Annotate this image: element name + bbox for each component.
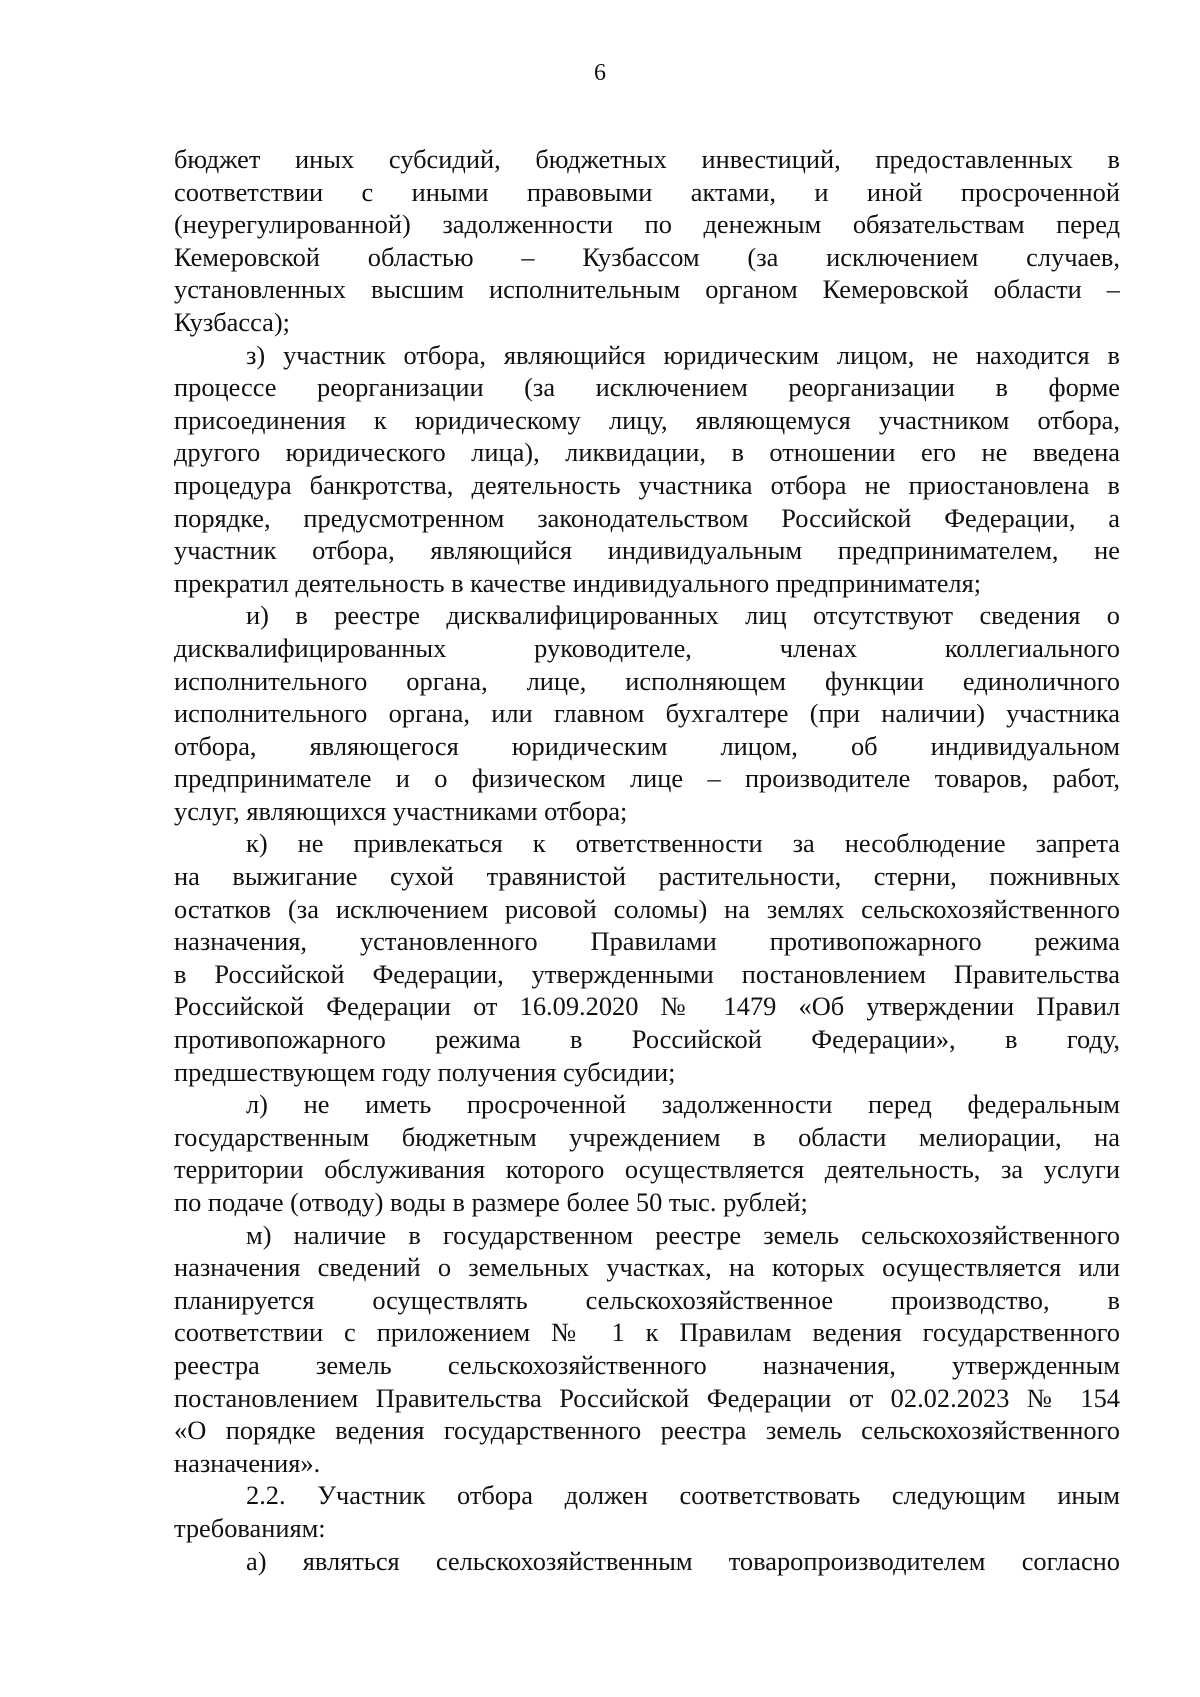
text-line: бюджет иных субсидий, бюджетных инвестиций, предоставленных в: [174, 144, 1120, 174]
text-line: к) не привлекаться к ответственности за несоблюдение запрета: [246, 828, 1120, 859]
text-line: Кузбасса);: [174, 306, 290, 337]
text-line: предшествующем году получения субсидии;: [174, 1056, 676, 1087]
text-line: остатков (за исключением рисовой соломы) на землях сельскохозяйственного: [174, 893, 1120, 924]
page-number: 6: [594, 60, 606, 86]
text-line: исполнительного органа, или главном бухгалтере (при наличии) участника: [174, 698, 1120, 729]
text-line: по подаче (отводу) воды в размере более 50 тыс. рублей;: [174, 1187, 808, 1217]
text-line: исполнительного органа, лице, исполняющем функции единоличного: [174, 665, 1120, 696]
text-line: Российской Федерации от 16.09.2020 № 1479 «Об утверждении Правил: [174, 991, 1120, 1022]
text-line: соответствии с иными правовыми актами, и иной просроченной: [174, 176, 1120, 207]
text-line: услуг, являющихся участниками отбора;: [174, 795, 628, 826]
text-line: реестра земель сельскохозяйственного назначения, утвержденным: [174, 1349, 1120, 1380]
text-line: участник отбора, являющийся индивидуальным предпринимателем, не: [174, 535, 1120, 566]
text-line: назначения сведений о земельных участках, на которых осуществляется или: [174, 1252, 1120, 1283]
text-line: соответствии с приложением № 1 к Правилам ведения государственного: [174, 1317, 1120, 1348]
text-line: м) наличие в государственном реестре земель сельскохозяйственного: [246, 1219, 1120, 1250]
text-line: «О порядке ведения государственного реестра земель сельскохозяйственного: [174, 1415, 1120, 1446]
text-line: установленных высшим исполнительным органом Кемеровской области –: [174, 274, 1120, 305]
text-line: предпринимателе и о физическом лице – производителе товаров, работ,: [174, 763, 1120, 794]
text-line: государственным бюджетным учреждением в области мелиорации, на: [174, 1121, 1120, 1152]
text-line: присоединения к юридическому лицу, являющемуся участником отбора,: [174, 404, 1120, 435]
text-line: процессе реорганизации (за исключением реорганизации в форме: [174, 372, 1120, 403]
document-body: [174, 143, 1120, 1577]
text-line: Кемеровской областью – Кузбассом (за исключением случаев,: [174, 241, 1120, 272]
text-line: прекратил деятельность в качестве индивидуального предпринимателя;: [174, 567, 982, 598]
text-line: назначения».: [174, 1447, 321, 1478]
text-line: з) участник отбора, являющийся юридическим лицом, не находится в: [246, 339, 1120, 370]
text-line: процедура банкротства, деятельность участника отбора не приостановлена в: [174, 469, 1120, 500]
text-line: на выжигание сухой травянистой растительности, стерни, пожнивных: [174, 861, 1120, 892]
text-line: порядке, предусмотренном законодательством Российской Федерации, а: [174, 502, 1120, 533]
text-line: требованиям:: [174, 1512, 326, 1543]
text-line: 2.2. Участник отбора должен соответствовать следующим иным: [246, 1480, 1120, 1511]
text-line: (неурегулированной) задолженности по денежным обязательствам перед: [174, 209, 1120, 240]
text-line: другого юридического лица), ликвидации, в отношении его не введена: [174, 437, 1120, 468]
text-line: и) в реестре дисквалифицированных лиц отсутствуют сведения о: [246, 600, 1120, 631]
text-line: территории обслуживания которого осуществляется деятельность, за услуги: [174, 1154, 1120, 1185]
text-line: л) не иметь просроченной задолженности перед федеральным: [246, 1089, 1120, 1120]
text-line: назначения, установленного Правилами противопожарного режима: [174, 926, 1120, 957]
text-line: противопожарного режима в Российской Федерации», в году,: [174, 1024, 1120, 1055]
text-line: постановлением Правительства Российской Федерации от 02.02.2023 № 154: [174, 1382, 1120, 1413]
text-line: в Российской Федерации, утвержденными постановлением Правительства: [174, 958, 1120, 989]
text-line: отбора, являющегося юридическим лицом, об индивидуальном: [174, 730, 1120, 761]
text-line: а) являться сельскохозяйственным товаропроизводителем согласно: [246, 1545, 1120, 1576]
text-line: планируется осуществлять сельскохозяйственное производство, в: [174, 1284, 1120, 1315]
text-line: дисквалифицированных руководителе, членах коллегиального: [174, 632, 1120, 663]
